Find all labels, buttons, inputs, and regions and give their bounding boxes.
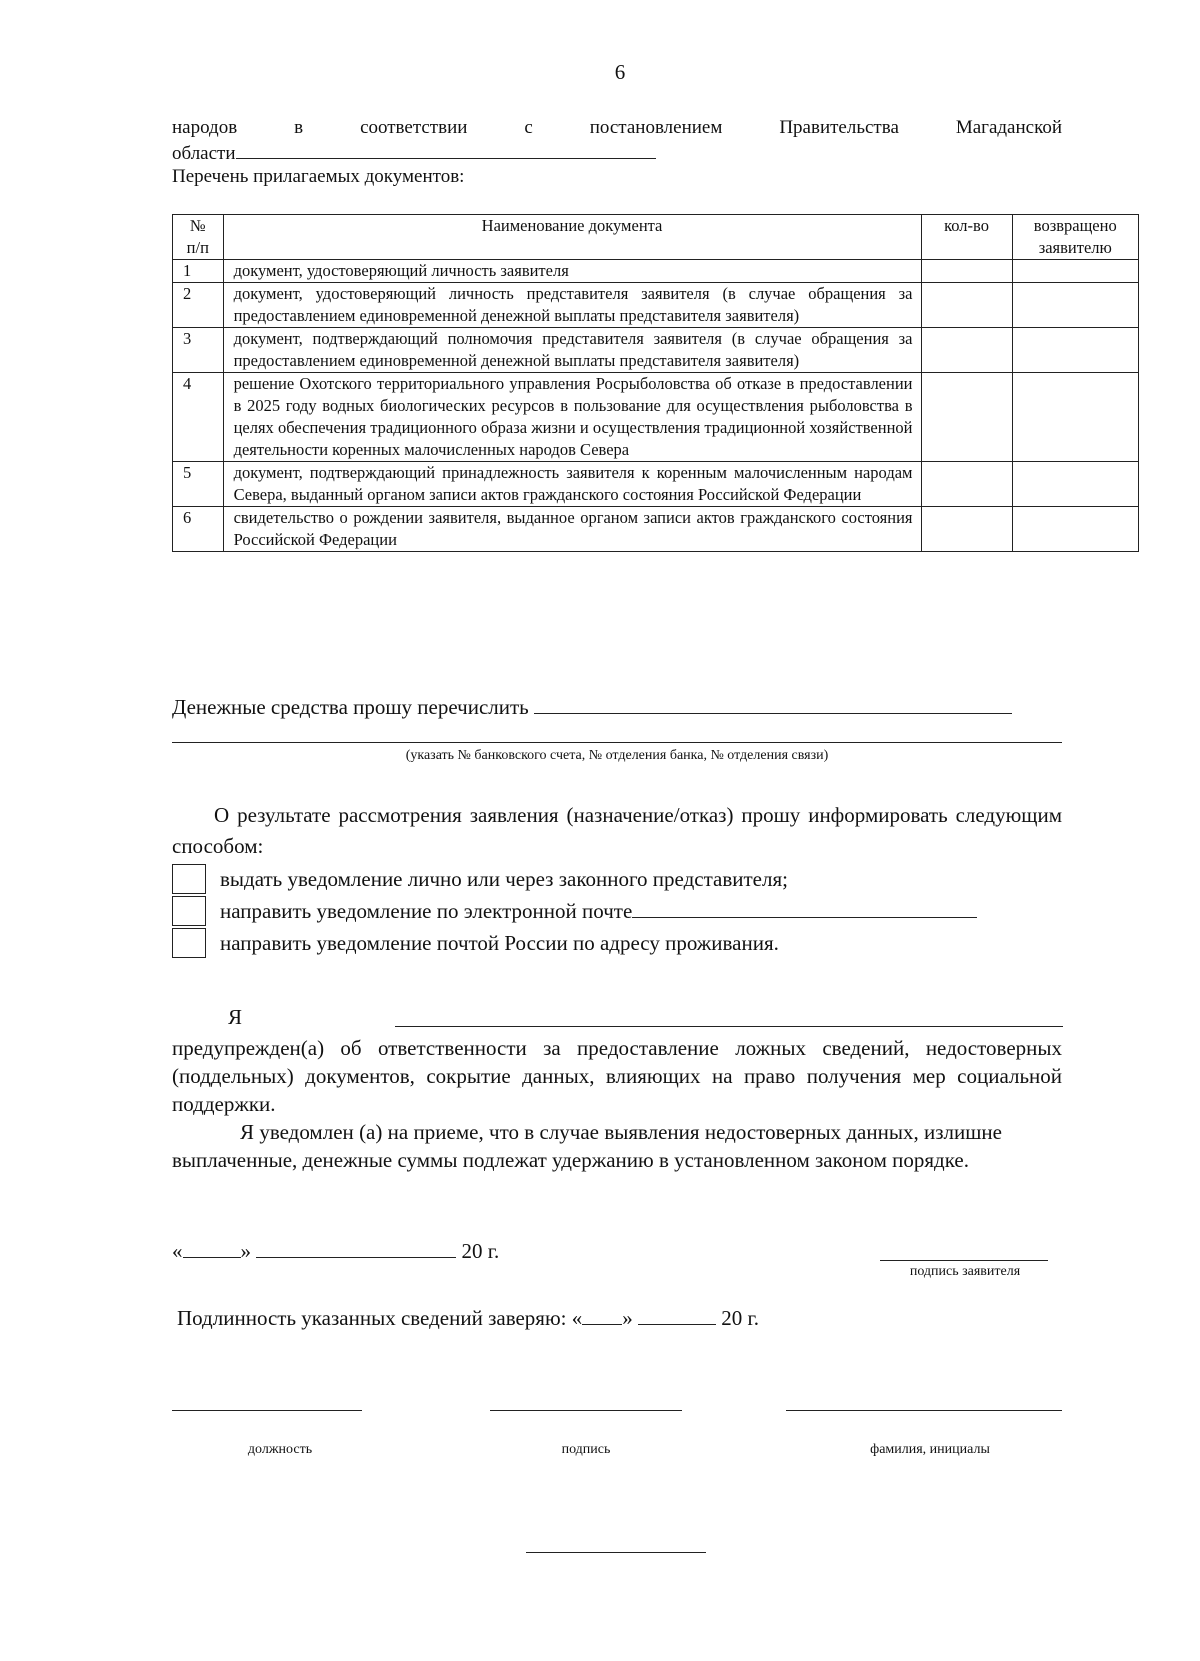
certify-close-quote: » [622,1306,633,1330]
table-row [173,260,1139,283]
intro-word: Правительства [779,117,899,138]
certify-day-line[interactable] [582,1306,622,1325]
transfer-line [172,694,1012,721]
date-open-quote: « [172,1239,183,1263]
option-label-post: направить уведомление почтой России по адресу проживания. [220,931,779,955]
row-num: 1 [173,260,224,283]
intro-word: соответствии [360,117,468,138]
option-checkbox-post[interactable] [172,928,206,958]
intro-word: народов [172,117,238,138]
certify-month-line[interactable] [638,1306,716,1325]
header-name: Наименование документа [223,215,921,260]
date-close-quote: » [240,1239,251,1263]
certify-row [177,1305,759,1332]
row-qty-cell[interactable] [921,462,1012,507]
signature-line[interactable] [490,1410,682,1411]
row-qty-cell[interactable] [921,328,1012,373]
option-checkbox-email[interactable] [172,896,206,926]
option-label-email: направить уведомление по электронной почте [220,899,633,923]
row-qty-cell[interactable] [921,507,1012,552]
row-qty-cell[interactable] [921,373,1012,462]
option-email-row [220,898,977,925]
table-row [173,507,1139,552]
transfer-hint: (указать № банковского счета, № отделения банка, № отделения связи) [405,748,829,763]
list-title: Перечень прилагаемых документов: [172,166,465,187]
row-name: свидетельство о рождении заявителя, выданное органом записи актов гражданского состояния Российской Федерации [223,507,921,552]
row-name: решение Охотского территориального управления Росрыболовства об отказе в предоставлении в 2025 году водных биологических ресурсов в пользование для осуществления рыболовства в целях обеспечения традиционного образа жизни и осуществления традиционной хозяйственной деятельности коренных малочисленных народов Севера [223,373,921,462]
documents-table [172,214,1139,552]
intro-word: постановлением [589,117,723,138]
header-returned-line1: возвращено [1033,216,1117,235]
row-num: 4 [173,373,224,462]
header-num-line2: п/п [186,238,209,257]
signature-label: подпись [561,1442,611,1457]
intro-word: Магаданской [955,117,1063,138]
position-line[interactable] [172,1410,362,1411]
row-num: 6 [173,507,224,552]
certify-year: 20 г. [721,1306,759,1330]
warning-notice: Я уведомлен (а) на приеме, что в случае выявления недостоверных данных, излишне выплаченные, денежные суммы подлежат удержанию в установленном законом порядке. [172,1120,1002,1172]
row-num: 5 [173,462,224,507]
option-label-personal: выдать уведомление лично или через законного представителя; [220,867,788,891]
header-returned-line2: заявителю [1038,238,1112,257]
table-row [173,462,1139,507]
table-row [173,283,1139,328]
bottom-separator [526,1552,706,1553]
warning-ya: Я [228,1005,243,1029]
row-name: документ, подтверждающий принадлежность заявителя к коренным малочисленным народам Севера, выданный органом записи актов гражданского состояния Российской Федерации [223,462,921,507]
intro-line-2 [172,140,656,166]
applicant-signature-label: подпись заявителя [909,1264,1021,1279]
name-line[interactable] [786,1410,1062,1411]
intro-line-1 [172,114,1062,141]
row-qty-cell[interactable] [921,283,1012,328]
header-qty: кол-во [921,215,1012,260]
intro-region-word: области [172,143,236,164]
row-qty-cell[interactable] [921,260,1012,283]
header-num [173,215,224,260]
row-name: документ, удостоверяющий личность представителя заявителя (в случае обращения за предоставлением единовременной денежной выплаты представителя заявителя) [223,283,921,328]
row-returned-cell[interactable] [1012,328,1138,373]
header-returned [1012,215,1138,260]
warning-text: предупрежден(а) об ответственности за предоставление ложных сведений, недостоверных (поддельных) документов, сокрытие данных, влияющих на право получения мер социальной поддержки. [172,1036,1062,1116]
notify-paragraph: О результате рассмотрения заявления (назначение/отказ) прошу информировать следующим способом: [172,803,1062,858]
applicant-signature-line[interactable] [880,1260,1048,1261]
email-fill-line[interactable] [632,899,977,918]
page-number: 6 [614,60,626,84]
transfer-label: Денежные средства прошу перечислить [172,695,529,719]
date-month-line[interactable] [256,1239,456,1258]
name-label: фамилия, инициалы [870,1442,990,1457]
row-returned-cell[interactable] [1012,373,1138,462]
position-label: должность [247,1442,313,1457]
row-num: 2 [173,283,224,328]
row-returned-cell[interactable] [1012,507,1138,552]
row-name: документ, подтверждающий полномочия представителя заявителя (в случае обращения за предоставлением единовременной денежной выплаты представителя заявителя) [223,328,921,373]
intro-word: в [294,117,304,138]
date-day-line[interactable] [183,1239,241,1258]
row-returned-cell[interactable] [1012,462,1138,507]
table-row [173,373,1139,462]
date-year: 20 г. [461,1239,500,1263]
option-checkbox-personal[interactable] [172,864,206,894]
transfer-fill-line[interactable] [534,695,1012,714]
region-fill-line[interactable] [236,140,656,159]
intro-word: с [524,117,533,138]
row-name: документ, удостоверяющий личность заявителя [223,260,921,283]
transfer-second-line[interactable] [172,742,1062,743]
row-returned-cell[interactable] [1012,260,1138,283]
table-header-row [173,215,1139,260]
row-num: 3 [173,328,224,373]
certify-label: Подлинность указанных сведений заверяю: « [177,1306,583,1330]
header-num-line1: № [189,216,206,235]
table-row [173,328,1139,373]
warning-name-line[interactable] [395,1026,1063,1027]
date-row [172,1238,499,1265]
row-returned-cell[interactable] [1012,283,1138,328]
